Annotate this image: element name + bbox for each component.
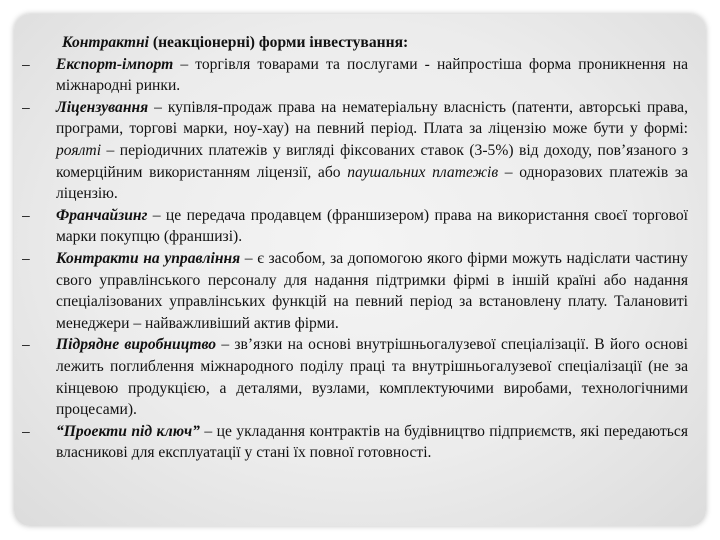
section-heading [22, 32, 688, 54]
item-term: Франчайзинг [56, 206, 148, 224]
item-term: Контракти на управління [56, 249, 241, 267]
item-text: – це укладання контрактів на будівництво підприємств, які передаються власникові для експлуатації у стані їх повної готовності. [56, 422, 689, 462]
item-text: – одноразових платежів за ліцензію. [56, 163, 688, 203]
item-term: Експорт-імпорт [56, 55, 174, 73]
list-item-licensing [22, 97, 688, 205]
document-body [22, 32, 688, 464]
item-term: “Проекти під ключ” [56, 422, 200, 440]
item-text: – зв’язки на основі внутрішньогалузевої спеціалізації. В його основі лежить поглиблення міжнародного поділу праці та внутрішньогалузевої спеціалізації (не за кінцевою продукцією, а деталями, вузлами, комплектуючими виробами, технологічними процесами). [56, 336, 688, 419]
item-text: – торгівля товарами та послугами - найпростіша форма проникнення на міжнародні ринки. [56, 55, 688, 95]
bullet-dash: – [22, 55, 30, 72]
list-item-franchising [22, 205, 688, 248]
item-text: – періодичних платежів у вигляді фіксованих ставок (3-5%) від доходу, пов’язаного з комерційним використанням ліцензії, або [56, 141, 688, 181]
item-text: – це передача продавцем (франшизером) права на використання своєї торгової марки покупцю (франшизі). [56, 206, 688, 246]
list-item-export-import [22, 54, 688, 97]
item-text: – купівля-продаж права на нематеріальну власність (патенти, авторські права, програми, торгові марки, ноу-хау) на певний період. Плата за ліцензію може бути у формі: [56, 98, 688, 138]
list-item-contract-manufacturing [22, 334, 688, 420]
bullet-dash: – [22, 336, 30, 353]
item-emphasis: паушальних платежів [347, 163, 499, 181]
bullet-dash: – [22, 206, 30, 223]
bullet-dash: – [22, 249, 30, 266]
list-item-management-contracts [22, 248, 688, 334]
item-text: – є засобом, за допомогою якого фірми можуть надіслати частину свого управлінського персоналу для надання підтримки фірмі в іншій країні або надання спеціалізованих управлінських функцій на певний період за встановлену плату. Талановиті менеджери – найважливіший актив фірми. [56, 249, 688, 332]
item-term: Підрядне виробництво [56, 336, 217, 354]
item-term: Ліцензування [56, 98, 149, 116]
bullet-dash: – [22, 98, 30, 115]
list-item-turnkey-projects [22, 421, 688, 464]
heading-term: Контрактні [62, 34, 149, 51]
heading-text: (неакціонерні) форми інвестування: [148, 34, 409, 51]
item-emphasis: роялті [56, 141, 102, 159]
bullet-dash: – [22, 422, 30, 439]
